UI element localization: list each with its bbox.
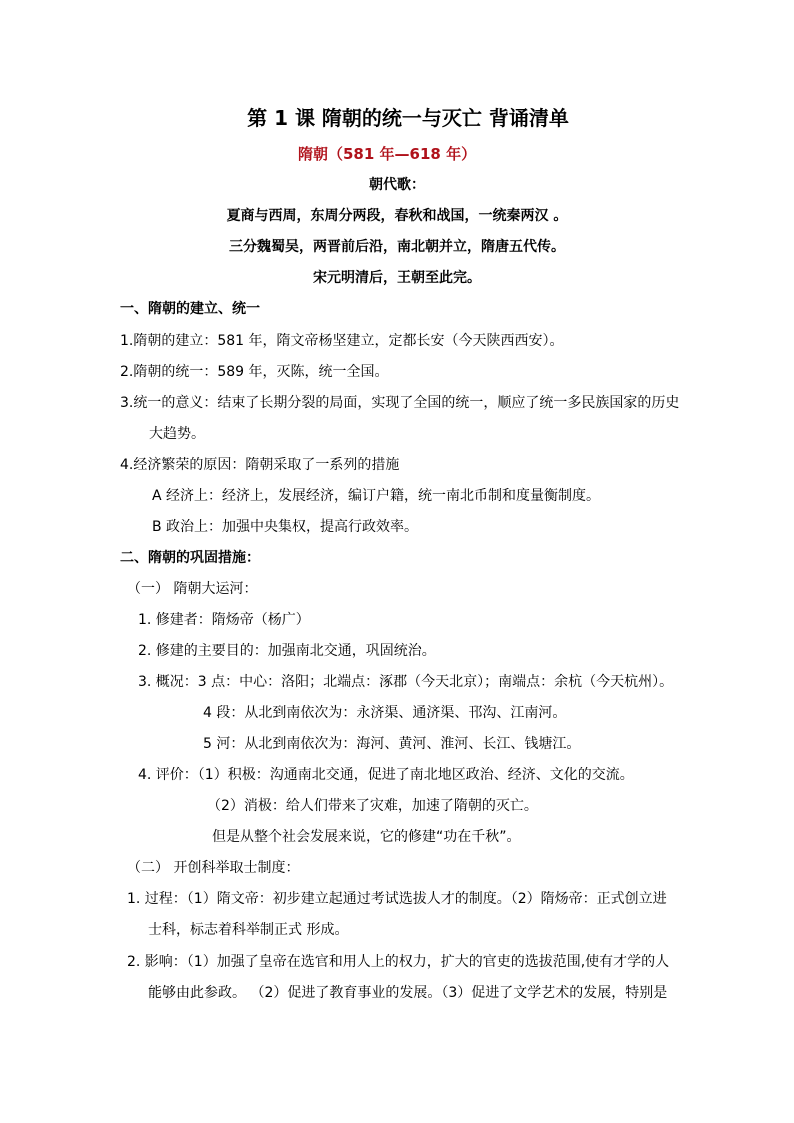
list-item: 1. 过程：（1）隋文帝：初步建立起通过考试选拔人才的制度。（2）隋炀帝：正式创立进 [127, 891, 667, 907]
poem-line: 夏商与西周，东周分两段，春秋和战国，一统秦两汉 。 [226, 208, 568, 224]
list-item: 4. 评价：（1）积极：沟通南北交通，促进了南北地区政治、经济、文化的交流。 [138, 767, 634, 783]
poem-heading: 朝代歌： [369, 177, 425, 193]
list-subitem: （2）消极：给人们带来了灾难，加速了隋朝的灭亡。 [207, 798, 538, 814]
list-subitem: B 政治上：加强中央集权，提高行政效率。 [152, 519, 419, 535]
list-item: 2. 影响：（1）加强了皇帝在选官和用人上的权力，扩大的官吏的选拔范围,使有才学的人 [127, 954, 670, 970]
dynasty-subtitle: 隋朝（581 年—618 年） [298, 145, 477, 163]
list-item: 4.经济繁荣的原因：隋朝采取了一系列的措施 [120, 457, 400, 473]
poem-line: 三分魏蜀吴，两晋前后沿，南北朝并立，隋唐五代传。 [229, 239, 565, 255]
list-item: 3. 概况：3 点：中心：洛阳；北端点：涿郡（今天北京）；南端点：余杭（今天杭州）。 [138, 674, 674, 690]
list-subitem: 4 段：从北到南依次为：永济渠、通济渠、邗沟、江南河。 [203, 705, 567, 721]
list-item: 1. 修建者：隋炀帝（杨广） [138, 612, 310, 628]
list-item-continuation: 大趋势。 [149, 426, 205, 442]
subsection-heading: （二） 开创科举取士制度： [127, 860, 300, 876]
list-item-continuation: 士科，标志着科举制正式 形成。 [148, 922, 349, 938]
list-subitem: A 经济上：经济上，发展经济，编订户籍，统一南北币制和度量衡制度。 [152, 488, 601, 504]
page-title: 第 1 课 隋朝的统一与灭亡 背诵清单 [247, 106, 569, 130]
section-heading-2: 二、隋朝的巩固措施： [120, 550, 260, 566]
list-item: 2.隋朝的统一：589 年，灭陈，统一全国。 [120, 364, 389, 380]
list-subitem: 5 河：从北到南依次为：海河、黄河、淮河、长江、钱塘江。 [203, 736, 581, 752]
subsection-heading: （一） 隋朝大运河： [127, 581, 258, 597]
list-subitem: 但是从整个社会发展来说，它的修建“功在千秋”。 [212, 829, 521, 845]
list-item-continuation: 能够由此参政。 （2）促进了教育事业的发展。（3）促进了文学艺术的发展，特别是 [148, 985, 668, 1001]
list-item: 3.统一的意义：结束了长期分裂的局面，实现了全国的统一，顺应了统一多民族国家的历史 [120, 395, 680, 411]
poem-line: 宋元明清后，王朝至此完。 [313, 270, 481, 286]
list-item: 2. 修建的主要目的：加强南北交通，巩固统治。 [138, 643, 436, 659]
list-item: 1.隋朝的建立：581 年，隋文帝杨坚建立，定都长安（今天陕西西安）。 [120, 333, 564, 349]
section-heading-1: 一、隋朝的建立、统一 [120, 301, 260, 317]
